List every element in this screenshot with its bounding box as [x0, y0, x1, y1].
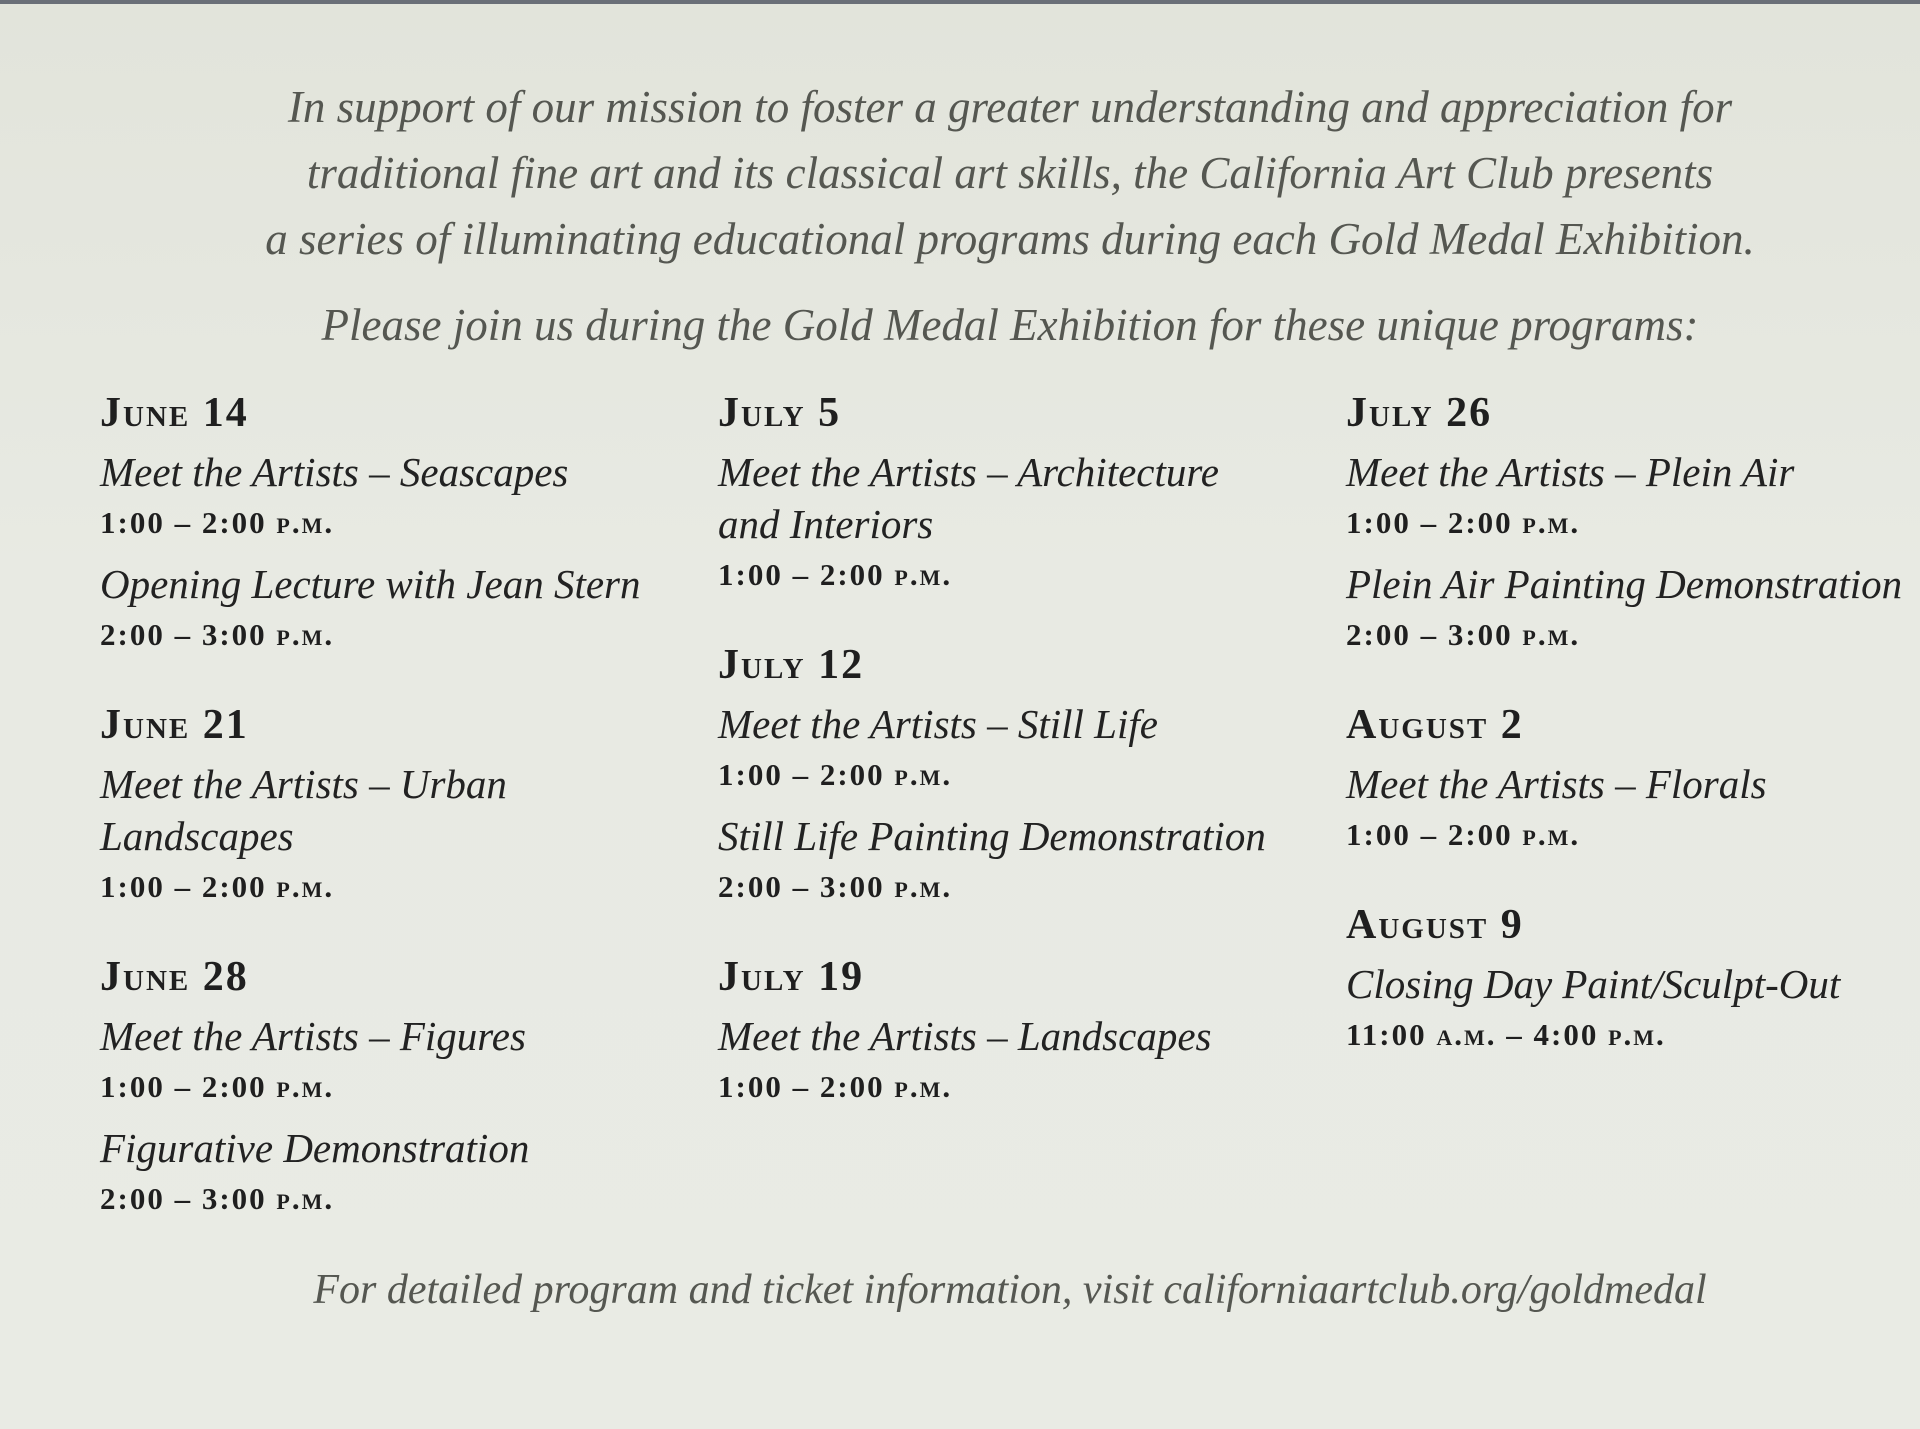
- program-date: July 5: [718, 390, 842, 436]
- event-time: 2:00 – 3:00 p.m.: [100, 1181, 335, 1216]
- program-event: [1346, 958, 1906, 1060]
- program-day: [100, 388, 660, 660]
- program-event: [718, 1010, 1318, 1112]
- program-date: July 26: [1346, 390, 1493, 436]
- program-date: July 19: [718, 954, 865, 1000]
- event-title: Meet the Artists – Florals: [1346, 761, 1767, 807]
- event-title: Meet the Artists – Seascapes: [100, 449, 569, 495]
- program-date: June 21: [100, 702, 249, 748]
- footer-note: For detailed program and ticket information, visit californiaartclub.org/goldmedal: [313, 1267, 1707, 1313]
- intro-line: a series of illuminating educational programs during each Gold Medal Exhibition.: [265, 214, 1755, 264]
- program-event: [1346, 558, 1906, 660]
- program-day: [718, 388, 1318, 600]
- program-date: July 12: [718, 642, 865, 688]
- program-event: [718, 698, 1318, 800]
- intro-line: In support of our mission to foster a greater understanding and appreciation for: [287, 82, 1733, 132]
- event-title: Meet the Artists – Urban Landscapes: [100, 761, 507, 859]
- program-day: [718, 640, 1318, 912]
- program-date: August 2: [1346, 702, 1524, 748]
- program-event: [100, 558, 660, 660]
- program-event: [100, 446, 660, 548]
- event-time: 2:00 – 3:00 p.m.: [718, 869, 953, 904]
- program-day: [718, 952, 1318, 1112]
- event-title: Meet the Artists – Still Life: [718, 701, 1158, 747]
- program-date: June 14: [100, 390, 249, 436]
- event-title: Opening Lecture with Jean Stern: [100, 561, 641, 607]
- program-event: [718, 446, 1318, 600]
- event-time: 1:00 – 2:00 p.m.: [1346, 505, 1581, 540]
- program-day: [1346, 388, 1906, 660]
- event-time: 1:00 – 2:00 p.m.: [100, 869, 335, 904]
- program-event: [100, 758, 660, 912]
- event-title: Closing Day Paint/Sculpt-Out: [1346, 961, 1841, 1007]
- event-time: 1:00 – 2:00 p.m.: [718, 1069, 953, 1104]
- intro-line: traditional fine art and its classical art skills, the California Art Club presents: [306, 148, 1714, 198]
- event-time: 2:00 – 3:00 p.m.: [100, 617, 335, 652]
- event-time: 1:00 – 2:00 p.m.: [100, 1069, 335, 1104]
- invite-line: Please join us during the Gold Medal Exhibition for these unique programs:: [321, 300, 1699, 350]
- program-day: [100, 952, 660, 1224]
- event-time: 2:00 – 3:00 p.m.: [1346, 617, 1581, 652]
- event-title: Meet the Artists – Architecture and Interiors: [718, 449, 1220, 547]
- event-time: 1:00 – 2:00 p.m.: [718, 757, 953, 792]
- event-time: 1:00 – 2:00 p.m.: [718, 557, 953, 592]
- event-title: Meet the Artists – Landscapes: [718, 1013, 1212, 1059]
- schedule-column-3: [1346, 388, 1906, 1100]
- program-event: [1346, 446, 1906, 548]
- program-date: August 9: [1346, 902, 1524, 948]
- program-day: [1346, 900, 1906, 1060]
- event-title: Plein Air Painting Demonstration: [1346, 561, 1903, 607]
- event-title: Figurative Demonstration: [100, 1125, 530, 1171]
- intro-paragraph: [160, 74, 1860, 358]
- event-title: Meet the Artists – Plein Air: [1346, 449, 1795, 495]
- event-time: 1:00 – 2:00 p.m.: [1346, 817, 1581, 852]
- program-event: [1346, 758, 1906, 860]
- program-date: June 28: [100, 954, 249, 1000]
- program-event: [100, 1010, 660, 1112]
- event-time: 1:00 – 2:00 p.m.: [100, 505, 335, 540]
- event-title: Still Life Painting Demonstration: [718, 813, 1266, 859]
- program-event: [718, 810, 1318, 912]
- schedule-column-2: [718, 388, 1318, 1152]
- event-title: Meet the Artists – Figures: [100, 1013, 526, 1059]
- program-day: [100, 700, 660, 912]
- program-day: [1346, 700, 1906, 860]
- schedule-column-1: [100, 388, 660, 1264]
- event-time: 11:00 a.m. – 4:00 p.m.: [1346, 1017, 1666, 1052]
- program-event: [100, 1122, 660, 1224]
